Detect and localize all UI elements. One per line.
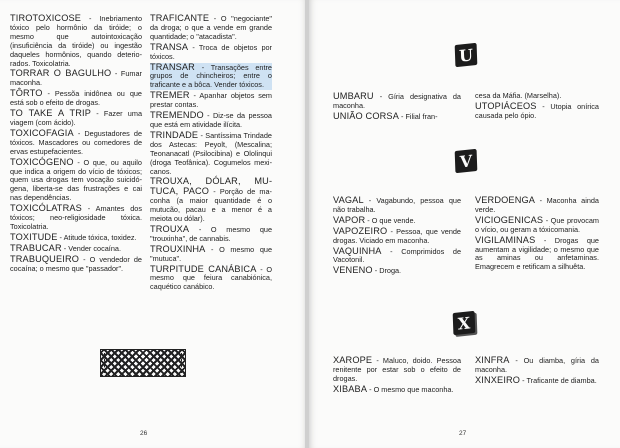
glossary-entry bbox=[333, 196, 461, 215]
glossary-entry bbox=[333, 92, 461, 111]
section-u-column-1 bbox=[333, 92, 461, 123]
glossary-entry bbox=[10, 14, 142, 68]
entry-headword: TREMENDO bbox=[150, 110, 204, 121]
section-letter-v: V bbox=[455, 149, 478, 173]
entry-headword: TRABUCAR bbox=[10, 242, 62, 253]
entry-definition: - Transações entre grupos de chincheiros; entre o traficante e a bôca. Vender tóxicos. bbox=[150, 62, 272, 90]
section-x-column-1 bbox=[333, 356, 461, 396]
entry-definition: - Diz-se da pessoa que está em atividade ilícita. bbox=[150, 111, 272, 129]
section-v-column-1 bbox=[333, 196, 461, 277]
entry-definition: - Gíria designativa da maconha. bbox=[333, 92, 461, 110]
glossary-entry bbox=[150, 63, 272, 91]
entry-headword: VAPOR bbox=[333, 214, 366, 225]
entry-headword: XINFRA bbox=[475, 355, 510, 365]
left-column-2 bbox=[150, 14, 272, 293]
entry-headword: VIGILAMINAS bbox=[475, 234, 536, 245]
entry-headword: TURPITUDE CANÁBICA bbox=[150, 263, 257, 274]
entry-definition: - Drogas que aumentam a vigilidade; o mesmo que as aminas ou anfetaminas. Emagrecem e retificam a silhuêta. bbox=[475, 235, 599, 272]
entry-definition: - Ou diamba, gíria da maconha. bbox=[475, 356, 599, 374]
entry-headword: VICIOGENICAS bbox=[475, 214, 544, 225]
glossary-entry bbox=[10, 89, 142, 108]
glossary-entry bbox=[475, 236, 599, 273]
entry-headword: TRABUQUEIRO bbox=[10, 253, 80, 264]
glossary-entry bbox=[475, 216, 599, 235]
entry-headword: TO TAKE A TRIP bbox=[10, 108, 92, 119]
glossary-entry bbox=[150, 43, 272, 62]
glossary-entry bbox=[333, 227, 461, 246]
glossary-entry bbox=[475, 102, 599, 121]
entry-definition: - O "negociante" da droga; o que a vende em grande quantidade; o "atacadista". bbox=[150, 14, 272, 41]
entry-definition: - Maconha ainda verde. bbox=[475, 196, 599, 214]
entry-headword: VAPOZEIRO bbox=[333, 225, 388, 236]
entry-definition: - Santíssima Trindade dos Astecas: Peyolt, (Mescalina; Teonanacatl (Psilocibina) e Ololinqui (droga Teofânica). Cogumelos mexicanos. bbox=[150, 130, 272, 176]
glossary-entry bbox=[475, 356, 599, 375]
entry-definition: - O mesmo que maconha. bbox=[367, 384, 454, 394]
entry-definition: - Amantes dos tóxicos; neo-religiosidade tóxica. Toxicolatria. bbox=[10, 204, 142, 231]
entry-definition: - Atitude tóxica, toxidez. bbox=[57, 232, 137, 242]
entry-headword: UTOPIÁCEOS bbox=[475, 100, 537, 111]
entry-headword: TOXICÓLATRAS bbox=[10, 203, 82, 214]
glossary-entry bbox=[150, 14, 272, 42]
glossary-entry bbox=[150, 225, 272, 244]
section-letter-u: U bbox=[455, 43, 478, 67]
page-number-left: 26 bbox=[140, 430, 148, 437]
entry-definition: - Vender cocaína. bbox=[61, 243, 121, 253]
entry-headword: TIROTOXICOSE bbox=[10, 13, 82, 23]
section-v-column-2 bbox=[475, 196, 599, 273]
entry-headword: XIBABA bbox=[333, 383, 368, 394]
entry-definition: - O que, ou aquilo que indica a origem do vício de tóxicos; quem usa drogas tem vocação suicidógena, liberta-se das frustrações e cai nas dependências. bbox=[10, 157, 142, 203]
glossary-entry bbox=[10, 158, 142, 204]
glossary-entry bbox=[10, 244, 142, 254]
entry-headword: VAGAL bbox=[333, 195, 364, 205]
glossary-entry bbox=[150, 265, 272, 293]
section-letter-x: X bbox=[453, 311, 476, 335]
glossary-entry bbox=[150, 131, 272, 177]
entry-headword: VERDOENGA bbox=[475, 195, 536, 205]
entry-headword: XINXEIRO bbox=[475, 374, 521, 385]
page-number-right: 27 bbox=[459, 430, 467, 437]
entry-definition: cesa da Máfia. (Marselha). bbox=[475, 91, 562, 100]
entry-headword: TROUXA bbox=[150, 223, 190, 234]
entry-definition: - Troca de objetos por tóxicos. bbox=[150, 42, 272, 61]
entry-definition: - Degustadores de tóxicos. Mascadores ou comedores de ervas estupefacientes. bbox=[10, 128, 142, 156]
entry-definition: - O mesmo que "trouxinha", de cannabis. bbox=[150, 224, 272, 243]
entry-headword: TOXICOFAGIA bbox=[10, 127, 74, 138]
entry-definition: - Filial fran- bbox=[398, 111, 438, 121]
section-u-column-2 bbox=[475, 92, 599, 122]
entry-headword: TROUXA, DÓLAR, MUTUCA, PACO bbox=[150, 176, 272, 197]
entry-headword: TOXICÓGENO bbox=[10, 156, 74, 167]
glossary-entry bbox=[333, 216, 461, 226]
entry-headword: TRANSA bbox=[150, 41, 189, 52]
entry-headword: VAQUINHA bbox=[333, 245, 382, 256]
entry-definition: - O mesmo que feiura canabiónica, caquético canábico. bbox=[150, 264, 272, 292]
entry-definition: - Fazer uma viagem (com ácido). bbox=[10, 109, 143, 127]
right-page bbox=[309, 0, 620, 448]
entry-headword: UMBARU bbox=[333, 91, 374, 101]
glossary-entry bbox=[10, 109, 142, 128]
entry-headword: TRINDADE bbox=[150, 129, 199, 140]
entry-definition: - Apanhar objetos sem prestar contas. bbox=[150, 91, 272, 110]
entry-headword: TOXITUDE bbox=[10, 231, 58, 242]
glossary-entry bbox=[475, 376, 599, 386]
entry-headword: TORRAR O BAGULHO bbox=[10, 68, 112, 79]
entry-definition: - Droga. bbox=[372, 266, 402, 276]
glossary-entry bbox=[150, 111, 272, 130]
glossary-entry bbox=[150, 91, 272, 110]
left-column-1 bbox=[10, 14, 142, 274]
decorative-ornament bbox=[100, 349, 186, 377]
entry-definition: - Vagabundo, pessoa que não trabalha. bbox=[333, 196, 461, 214]
entry-headword: TRANSAR bbox=[150, 61, 195, 72]
glossary-entry bbox=[10, 129, 142, 157]
entry-definition: - Traficante de diamba. bbox=[520, 375, 597, 385]
glossary-entry bbox=[10, 255, 142, 274]
entry-headword: XAROPE bbox=[333, 355, 373, 365]
entry-definition: - Pessõa inidônea ou que está sob o efeito de drogas. bbox=[10, 89, 142, 108]
glossary-entry bbox=[333, 247, 461, 266]
entry-definition: - O mesmo que "mutuca". bbox=[150, 244, 272, 263]
glossary-entry bbox=[475, 92, 599, 101]
entry-definition: - Inebriamento tóxico pelo hormônio da tiróide; o mesmo que autointoxicação (insuficiência da tiróide) ou ingestão daqueles hormônios, quando deteriorados. Toxicolatria. bbox=[10, 14, 142, 68]
glossary-entry bbox=[475, 196, 599, 215]
left-page bbox=[0, 0, 307, 448]
entry-headword: VENENO bbox=[333, 265, 373, 276]
entry-definition: - Maluco, doido. Pessoa renitente por estar sob o efeito de drogas. bbox=[333, 356, 461, 383]
glossary-entry bbox=[333, 385, 461, 395]
entry-headword: TRAFICANTE bbox=[150, 13, 210, 23]
entry-definition: - O que vende. bbox=[365, 215, 416, 225]
entry-definition: - Comprimidos de Vacotonil. bbox=[333, 246, 461, 265]
entry-definition: - Porção de maconha (a maior quantidade é o mutucão, pacau e a menor é a meiota ou dólar). bbox=[150, 187, 272, 224]
entry-definition: - Pessoa, que vende drogas. Viciado em maconha. bbox=[333, 226, 461, 245]
glossary-entry bbox=[10, 233, 142, 243]
entry-headword: TROUXINHA bbox=[150, 243, 206, 254]
glossary-entry bbox=[150, 245, 272, 264]
entry-definition: - Utopia onírica causada pelo ópio. bbox=[475, 101, 599, 120]
section-x-column-2 bbox=[475, 356, 599, 387]
glossary-entry bbox=[333, 112, 461, 122]
glossary-entry bbox=[150, 177, 272, 224]
glossary-entry bbox=[10, 204, 142, 232]
glossary-entry bbox=[333, 266, 461, 276]
glossary-entry bbox=[10, 69, 142, 88]
glossary-entry bbox=[333, 356, 461, 384]
entry-headword: UNIÃO CORSA bbox=[333, 110, 399, 121]
entry-definition: - O vendedor de cocaína; o mesmo que "passador". bbox=[10, 254, 142, 273]
entry-definition: - Que provocam o vício, ou geram a tóxicomania. bbox=[475, 215, 599, 234]
entry-definition: - Fumar maconha. bbox=[10, 69, 142, 88]
entry-headword: TREMER bbox=[150, 90, 190, 101]
entry-headword: TÔRTO bbox=[10, 88, 43, 99]
